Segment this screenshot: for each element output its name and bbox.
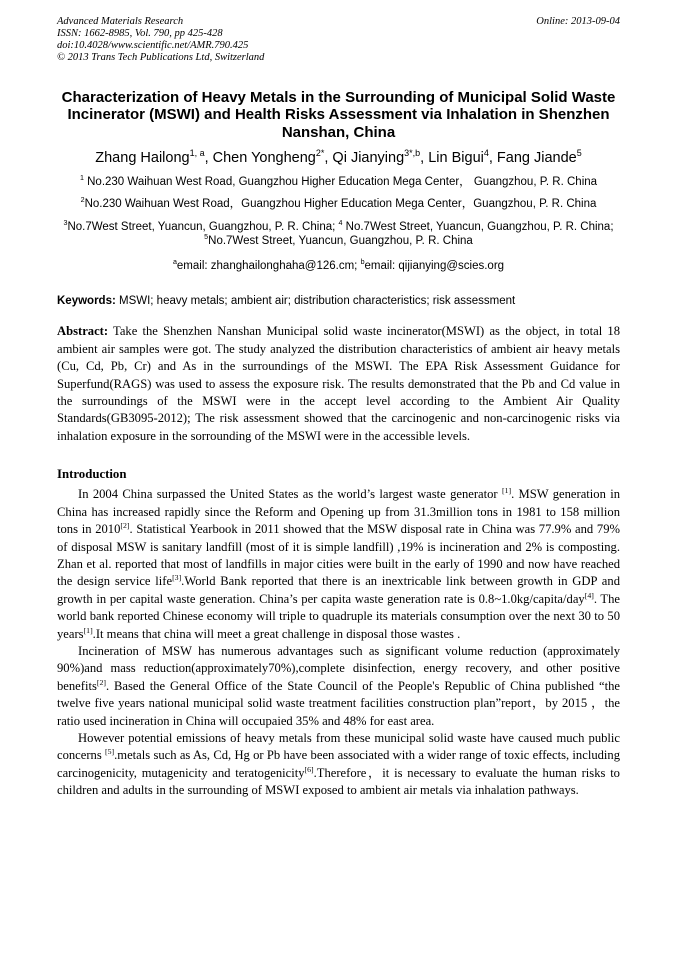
issn-volume-line: ISSN: 1662-8985, Vol. 790, pp 425-428 bbox=[57, 27, 223, 39]
intro-paragraph-1: In 2004 China surpassed the United States as the world’s largest waste generator [1]. MSW generation in China has increased rapidly since the Reform and Opening up from 31.3million tons in 1981 to 158 million tons in 2010[2]. Statistical Yearbook in 2011 showed that the MSW disposal rate in China was 77.9% and 79% of disposal MSW is sanitary landfill (most of it is simple landfill) ,19% is incineration and 2% is composting. Zhan et al. reported that most of landfills in major cities were built in the early of 1990 and now have reached the design service life[3].World Bank reported that there is an inextricable link between growth in GDP and growth in per capital waste generation. China’s per capita waste generation rate is 0.8~1.0kg/capita/day[4]. The world bank reported Chinese economy will triple to quadruple its materials consumption over the next 30 to 50 years[1].It means that china will meet a great challenge in disposal those wastes . bbox=[57, 486, 621, 641]
journal-header-left bbox=[57, 16, 264, 64]
affiliations-3-4-5: $^3$No.7West Street, Yuancun, Guangzhou, P. R. China; $^4$ No.7West Street, Yuancun, Guangzhou, P. R. China; $^5$No.7West Street, Yuancun, Guangzhou, P. R. China bbox=[63, 218, 614, 247]
authors-line: Zhang Hailong$^{1, a}$, Chen Yongheng$^{2*}$, Qi Jianying$^{3*,b}$, Lin Bigui$^4$, Fang Jiande$^5$ bbox=[95, 148, 582, 167]
doi-line: doi:10.4028/www.scientific.net/AMR.790.425 bbox=[57, 39, 249, 51]
abstract-label: Abstract: bbox=[57, 324, 109, 339]
keywords-line bbox=[57, 294, 620, 309]
affiliation-2: $^2$No.230 Waihuan West Road，Guangzhou Higher Education Mega Center，Guangzhou, P. R. China bbox=[80, 196, 597, 211]
keywords-text: MSWI; heavy metals; ambient air; distribution characteristics; risk assessment bbox=[115, 294, 516, 307]
intro-paragraph-3: However potential emissions of heavy metals from these municipal solid waste have caused much public concerns [5].metals such as As, Cd, Hg or Pb have been associated with a wider range of toxic effects, including carcinogenicity, mutagenicity and teratogenicity[6].Therefore，it is necessary to evaluate the human risks to children and adults in the surrounding of MSWI exposed to ambient air metals via inhalation pathways. bbox=[57, 730, 620, 798]
affiliation-1: $^1$ No.230 Waihuan West Road, Guangzhou Higher Education Mega Center， Guangzhou, P. R. China bbox=[79, 174, 598, 189]
journal-name: Advanced Materials Research bbox=[57, 16, 184, 27]
author-emails-line: $^a$email: zhanghailonghaha@126.cm; $^b$email: qijianying@scies.org bbox=[172, 258, 505, 272]
paper-title: Characterization of Heavy Metals in the Surrounding of Municipal Solid Waste Incinerator (MSWI) and Health Risks Assessment via Inhalation in Shenzhen Nanshan, China bbox=[61, 88, 616, 141]
abstract-text: Take the Shenzhen Nanshan Municipal solid waste incinerator(MSWI) as the object, in total 18 ambient air samples were got. The study analyzed the distribution characteristics of ambient air heavy metals (Cu, Cd, Pb, Cr) and As in the surroundings of the MSWI. The EPA Risk Assessment Guidance for Superfund(RAGS) was used to assess the exposure risk. The results demonstrated that the Pb and Cd value in the surroundings of the MSWI were in the accept level according to the Ambient Air Quality Standards(GB3095-2012); The risk assessment showed that the carcinogenic and non-carcinogenic risks via inhalation exposure in the sorrounding of the MSWI were in the accessible levels. bbox=[57, 324, 620, 443]
keywords-label: Keywords: bbox=[57, 294, 116, 307]
journal-header bbox=[57, 16, 620, 64]
section-heading-introduction: Introduction bbox=[57, 467, 127, 482]
copyright-line: © 2013 Trans Tech Publications Ltd, Switzerland bbox=[57, 51, 265, 63]
online-date: Online: 2013-09-04 bbox=[536, 16, 620, 27]
abstract-paragraph bbox=[57, 323, 620, 445]
intro-paragraph-2: Incineration of MSW has numerous advantages such as significant volume reduction (approximately 90%)and mass reduction(approximately70%),complete disinfection, energy recovery, and other positive benefits[2]. Based the General Office of the State Council of the People's Republic of China published “the twelve five years national municipal solid waste treatment facilities construction plan”report，by 2015 ，the ratio used incineration in China will occupaied 35% and 48% for east area. bbox=[57, 643, 620, 728]
